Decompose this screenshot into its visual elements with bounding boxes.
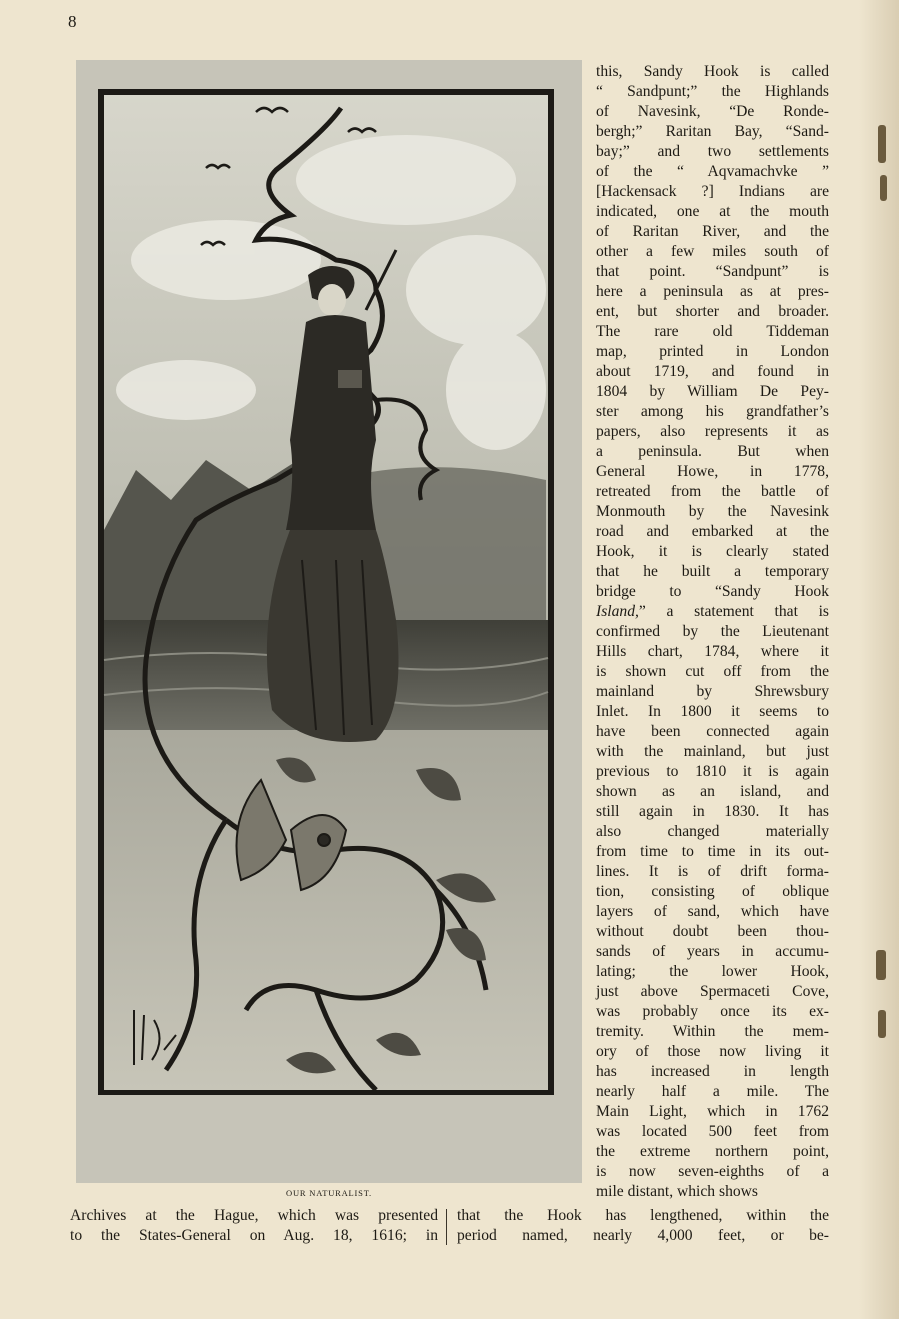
text-line: about 1719, and found in — [596, 363, 829, 380]
text-line: bergh;” Raritan Bay, “Sand- — [596, 123, 829, 140]
text-line: “ Sandpunt;” the Highlands — [596, 83, 829, 100]
margin-ink-mark — [878, 1010, 886, 1038]
text-line: is shown cut off from the — [596, 663, 829, 680]
margin-ink-mark — [878, 125, 886, 163]
text-line: ent, but shorter and broader. — [596, 303, 829, 320]
text-line: ster among his grandfather’s — [596, 403, 829, 420]
text-line: road and embarked at the — [596, 523, 829, 540]
right-text-column — [596, 62, 829, 1202]
text-line: without doubt been thou- — [596, 923, 829, 940]
text-line: mainland by Shrewsbury — [596, 683, 829, 700]
margin-ink-mark — [876, 950, 886, 980]
text-line: is now seven-eighths of a — [596, 1163, 829, 1180]
text-line: that he built a temporary — [596, 563, 829, 580]
text-line: has increased in length — [596, 1063, 829, 1080]
text-line: that point. “Sandpunt” is — [596, 263, 829, 280]
text-line: other a few miles south of — [596, 243, 829, 260]
text-line: The rare old Tiddeman — [596, 323, 829, 340]
text-line: mile distant, which shows — [596, 1183, 758, 1200]
text-line: of Raritan River, and the — [596, 223, 829, 240]
text-line: the extreme northern point, — [596, 1143, 829, 1160]
sand — [104, 730, 548, 1090]
bottom-left-line: Archives at the Hague, which was presented — [70, 1207, 438, 1224]
text-line: sands of years in accumu- — [596, 943, 829, 960]
bottom-right-line: that the Hook has lengthened, within the — [457, 1207, 829, 1224]
text-line: indicated, one at the mouth — [596, 203, 829, 220]
text-line: map, printed in London — [596, 343, 829, 360]
illustration-our-naturalist — [76, 60, 582, 1183]
engraving-image — [76, 60, 582, 1183]
text-line: this, Sandy Hook is called — [596, 63, 829, 80]
italic-word: Island, — [596, 603, 639, 620]
text-line: shown as an island, and — [596, 783, 829, 800]
text-line: was probably once its ex- — [596, 1003, 829, 1020]
bottom-right-line: period named, nearly 4,000 feet, or be- — [457, 1227, 829, 1244]
text-line: tremity. Within the mem- — [596, 1023, 829, 1040]
text-line-italic-island — [596, 602, 829, 622]
text-line: was located 500 feet from — [596, 1123, 829, 1140]
text-line: Main Light, which in 1762 — [596, 1103, 829, 1120]
text-line: bay;” and two settlements — [596, 143, 829, 160]
text-line: a peninsula. But when — [596, 443, 829, 460]
text-line: Inlet. In 1800 it seems to — [596, 703, 829, 720]
text-line: of the “ Aqvamachvke ” — [596, 163, 829, 180]
text-line: just above Spermaceti Cove, — [596, 983, 829, 1000]
text-line: General Howe, in 1778, — [596, 463, 829, 480]
text-line: also changed materially — [596, 823, 829, 840]
text-line: retreated from the battle of — [596, 483, 829, 500]
text-line: Monmouth by the Navesink — [596, 503, 829, 520]
text-line: bridge to “Sandy Hook — [596, 583, 829, 600]
text-line: lines. It is of drift forma- — [596, 863, 829, 880]
column-divider — [446, 1209, 447, 1245]
page-edge-shadow — [859, 0, 899, 1319]
text-line: previous to 1810 it is again — [596, 763, 829, 780]
margin-ink-mark — [880, 175, 887, 201]
text-line: from time to time in its out- — [596, 843, 829, 860]
text-line: ory of those now living it — [596, 1043, 829, 1060]
text-line: Hook, it is clearly stated — [596, 543, 829, 560]
text-line: 1804 by William De Pey- — [596, 383, 829, 400]
text-line: confirmed by the Lieutenant — [596, 623, 829, 640]
text-line: still again in 1830. It has — [596, 803, 829, 820]
figure-caption: OUR NATURALIST. — [286, 1188, 372, 1198]
text-line: nearly half a mile. The — [596, 1083, 829, 1100]
text-line: tion, consisting of oblique — [596, 883, 829, 900]
text-line: have been connected again — [596, 723, 829, 740]
text-line: with the mainland, but just — [596, 743, 829, 760]
bottom-left-line: to the States-General on Aug. 18, 1616; in — [70, 1227, 438, 1244]
text-line: lating; the lower Hook, — [596, 963, 829, 980]
text-line: [Hackensack ?] Indians are — [596, 183, 829, 200]
text-line: here a peninsula as at pres- — [596, 283, 829, 300]
text-line: Hills chart, 1784, where it — [596, 643, 829, 660]
text-line: layers of sand, which have — [596, 903, 829, 920]
page-number: 8 — [68, 12, 77, 31]
text-fragment: ” a statement that is — [638, 603, 829, 620]
text-line: of Navesink, “De Ronde- — [596, 103, 829, 120]
text-line: papers, also represents it as — [596, 423, 829, 440]
